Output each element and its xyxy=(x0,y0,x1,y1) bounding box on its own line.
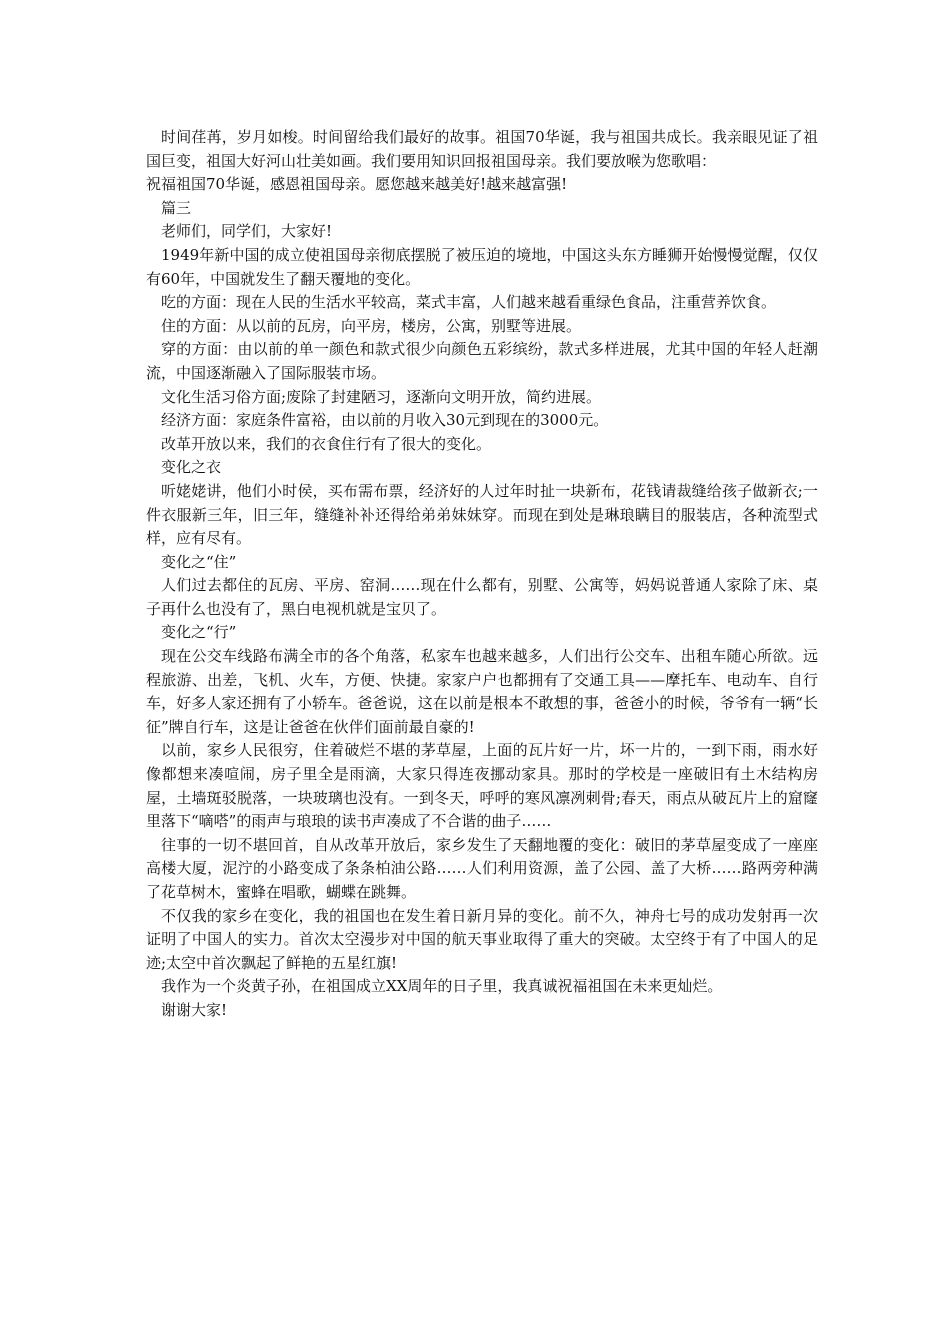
paragraph-culture: 文化生活习俗方面;废除了封建陋习，逐渐向文明开放，简约进展。 xyxy=(161,387,602,406)
paragraph-food: 吃的方面：现在人民的生活水平较高，菜式丰富，人们越来越看重绿色食品，注重营养饮食。 xyxy=(161,293,777,312)
paragraph-hometown-change: 往事的一切不堪回首，自从改革开放后，家乡发生了天翻地覆的变化：破旧的茅草屋变成了一座座高楼大厦，泥泞的小路变成了条条柏油公路……人们利用资源，盖了公园、盖了大桥……路两旁种满了花草树木，蜜蜂在唱歌，蝴蝶在跳舞。 xyxy=(146,835,818,901)
paragraph-greeting: 老师们，同学们，大家好! xyxy=(161,222,333,241)
paragraph-intro: 时间荏苒，岁月如梭。时间留给我们最好的故事。祖国70华诞，我与祖国共成长。我亲眼见证了祖国巨变，祖国大好河山壮美如画。我们要用知识回报祖国母亲。我们要放喉为您歌唱： xyxy=(146,128,818,170)
paragraph-1949: 1949年新中国的成立使祖国母亲彻底摆脱了被压迫的境地，中国这头东方睡狮开始慢慢觉醒，仅仅有60年，中国就发生了翻天覆地的变化。 xyxy=(146,245,818,288)
paragraph-reform: 改革开放以来，我们的衣食住行有了很大的变化。 xyxy=(161,434,492,453)
paragraph-hometown-past: 以前，家乡人民很穷，住着破烂不堪的茅草屋，上面的瓦片好一片，坏一片的，一到下雨，雨水好像都想来凑喧闹，房子里全是雨滴，大家只得连夜挪动家具。那时的学校是一座破旧有土木结构房屋，土墙斑驳脱落，一块玻璃也没有。一到冬天，呼呼的寒风凛冽刺骨;春天，雨点从破瓦片上的窟窿里落下“嘀嗒”的雨声与琅琅的读书声凑成了不合谐的曲子…… xyxy=(146,741,818,831)
paragraph-clothing: 穿的方面：由以前的单一颜色和款式很少向颜色五彩缤纷，款式多样进展，尤其中国的年轻人赶潮流，中国逐渐融入了国际服装市场。 xyxy=(146,340,818,382)
paragraph-country-change: 不仅我的家乡在变化，我的祖国也在发生着日新月异的变化。前不久，神舟七号的成功发射再一次证明了中国人的实力。首次太空漫步对中国的航天事业取得了重大的突破。太空终于有了中国人的足迹;太空中首次飘起了鲜艳的五星红旗! xyxy=(146,906,818,972)
paragraph-past-housing: 人们过去都住的瓦房、平房、窑洞……现在什么都有，别墅、公寓等，妈妈说普通人家除了床、桌子再什么也没有了，黑白电视机就是宝贝了。 xyxy=(146,576,818,618)
paragraph-grandma-story: 听姥姥讲，他们小时侯，买布需布票，经济好的人过年时扯一块新布，花钱请裁缝给孩子做新衣;一件衣服新三年，旧三年，缝缝补补还得给弟弟妹妹穿。而现在到处是琳琅瞒目的服装店，各种流型式样，应有尽有。 xyxy=(146,481,818,548)
paragraph-economy: 经济方面：家庭条件富裕，由以前的月收入30元到现在的3000元。 xyxy=(161,411,609,430)
paragraph-blessing: 祝福祖国70华诞，感恩祖国母亲。愿您越来越美好!越来越富强! xyxy=(146,175,568,194)
heading-change-clothing: 变化之衣 xyxy=(161,458,222,477)
paragraph-wish: 我作为一个炎黄子孙，在祖国成立XX周年的日子里，我真诚祝福祖国在未来更灿烂。 xyxy=(161,977,723,996)
paragraph-thanks: 谢谢大家! xyxy=(161,1000,228,1019)
document-body xyxy=(146,126,818,1023)
paragraph-housing: 住的方面：从以前的瓦房，向平房，楼房，公寓，别墅等进展。 xyxy=(161,316,582,335)
paragraph-transport: 现在公交车线路布满全市的各个角落，私家车也越来越多，人们出行公交车、出租车随心所欲。远程旅游、出差，飞机、火车，方便、快捷。家家户户也都拥有了交通工具——摩托车、电动车、自行车，好多人家还拥有了小轿车。爸爸说，这在以前是根本不敢想的事，爸爸小的时候，爷爷有一辆“长征”牌自行车，这是让爸爸在伙伴们面前最自豪的! xyxy=(146,647,818,736)
heading-change-transport: 变化之“行” xyxy=(161,623,237,642)
section-heading-part-three: 篇三 xyxy=(161,198,192,217)
heading-change-housing: 变化之“住” xyxy=(161,552,237,571)
